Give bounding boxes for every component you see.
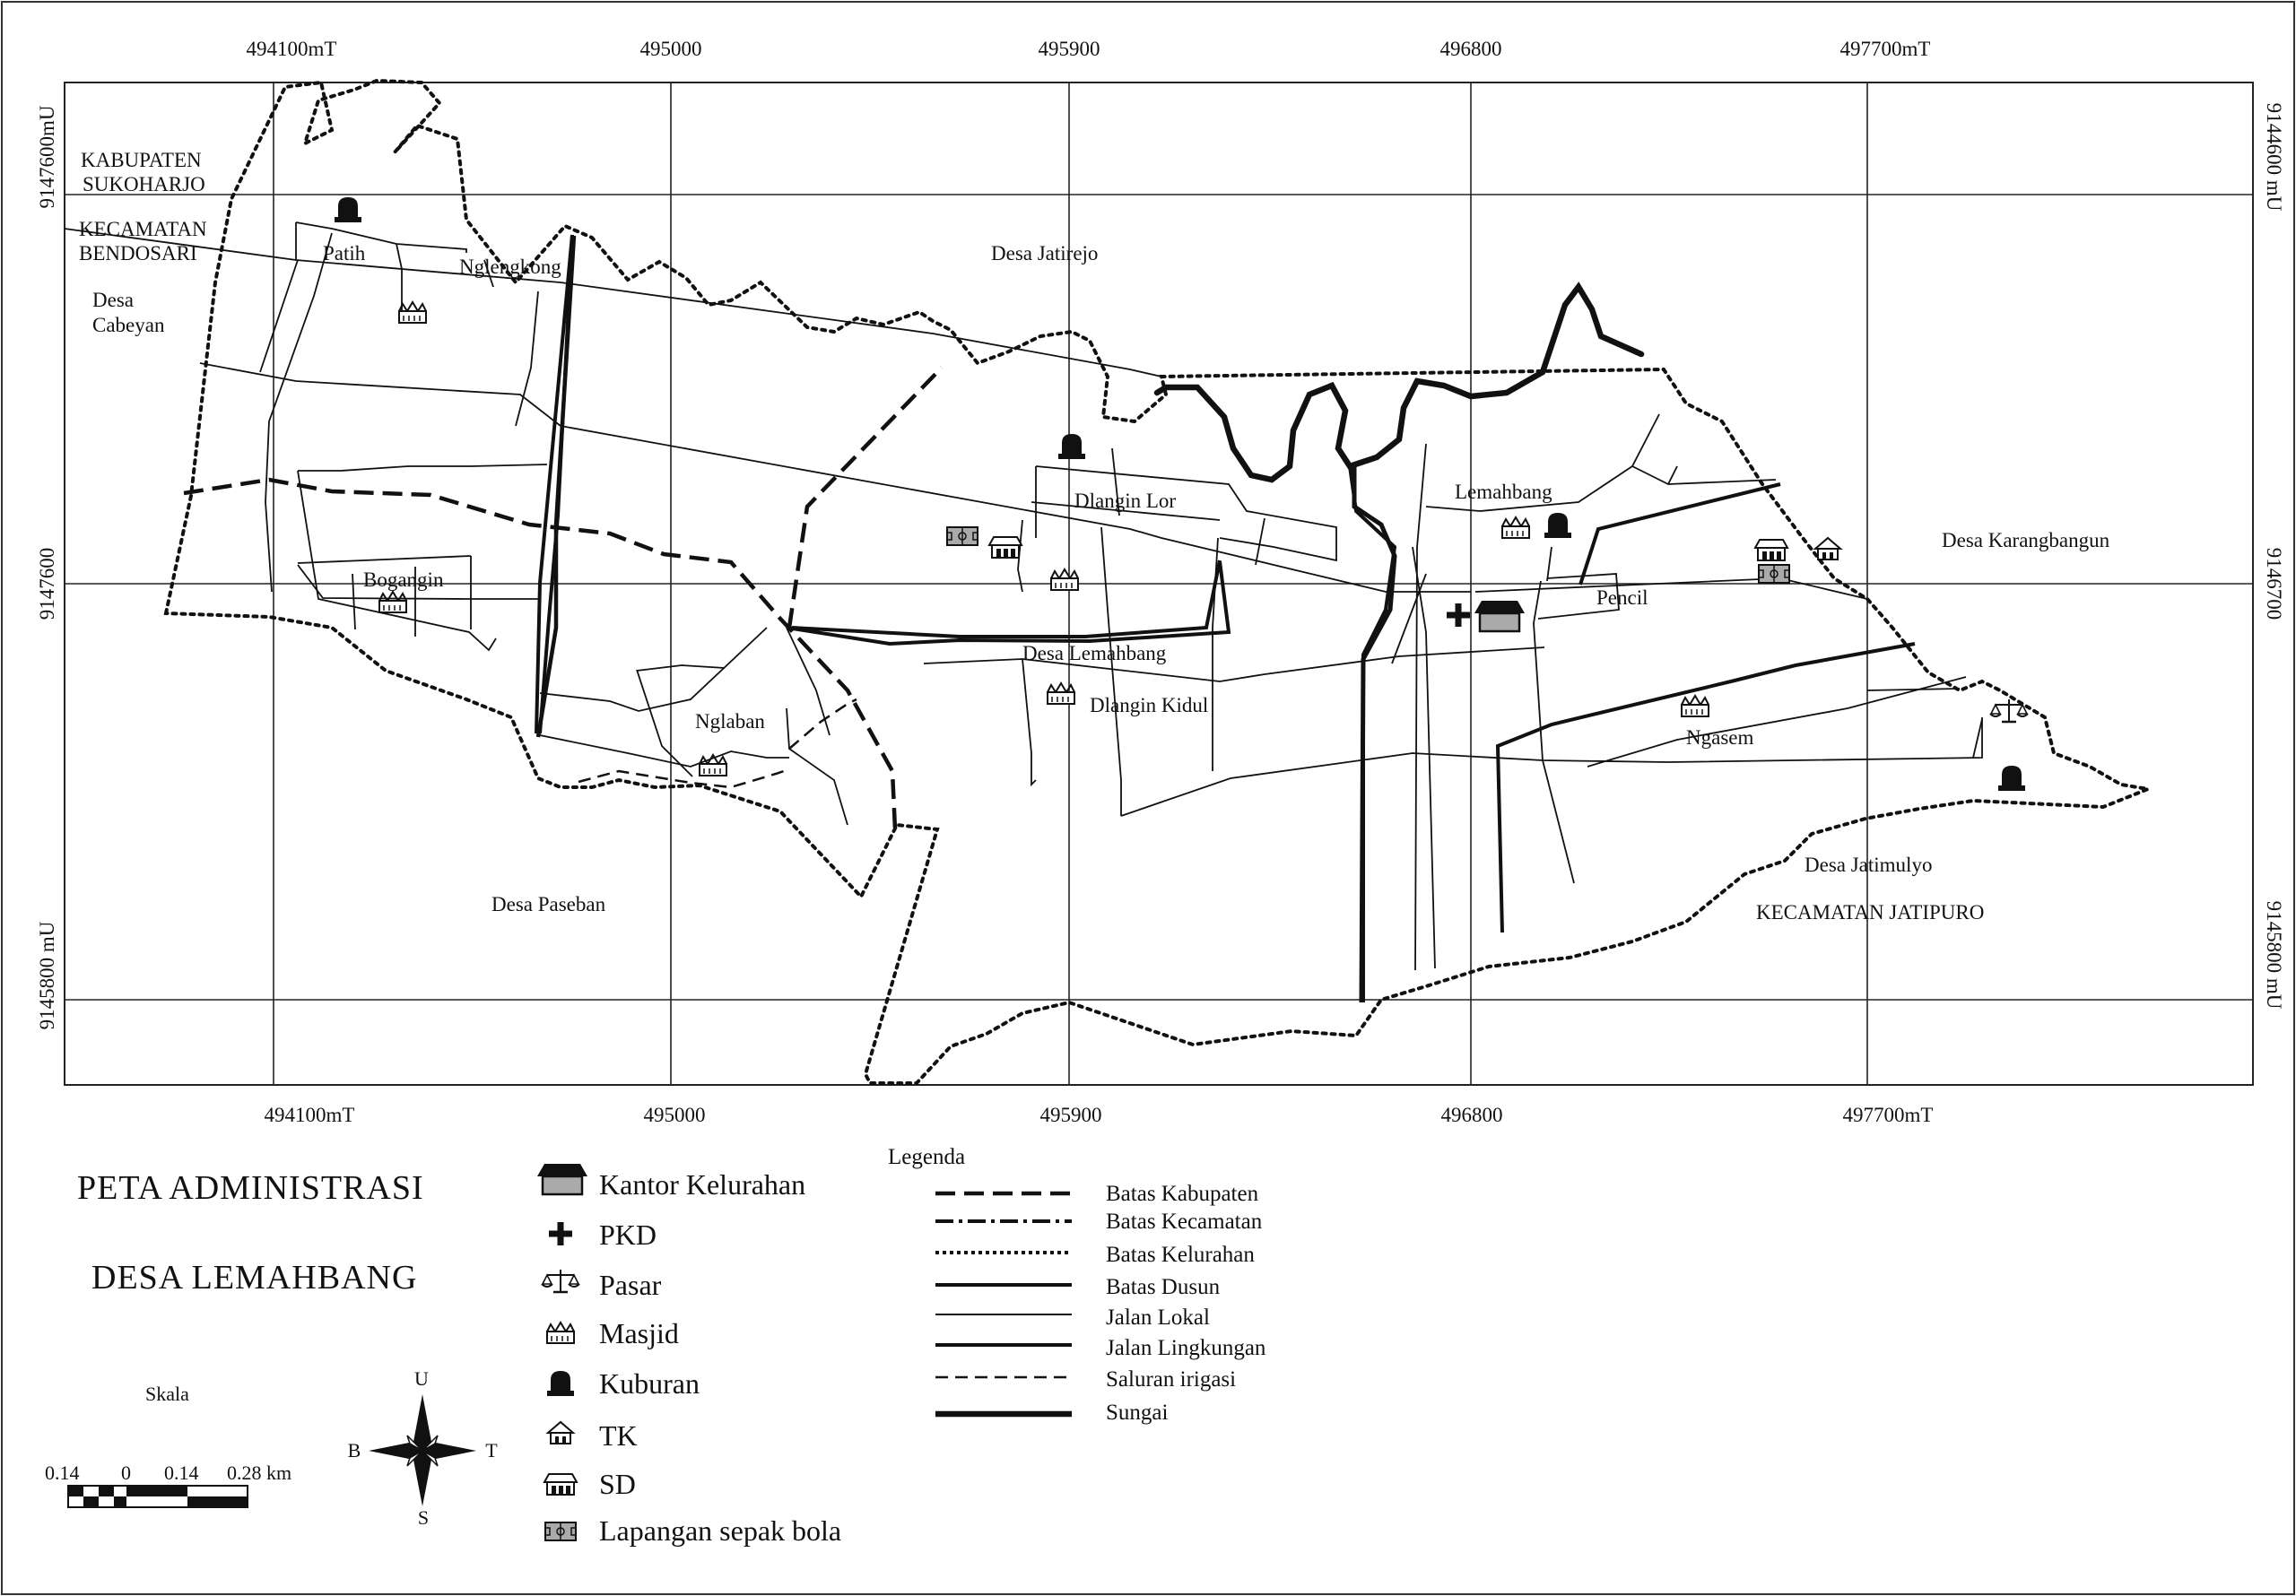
legend-irigasi-label: Saluran irigasi xyxy=(1106,1367,1237,1392)
legend-kuburan-label: Kuburan xyxy=(599,1367,700,1400)
legend-sungai-label: Sungai xyxy=(1106,1401,1169,1425)
masjid-icon xyxy=(1682,696,1709,716)
legend-tk-label: TK xyxy=(599,1419,638,1452)
kuburan-icon xyxy=(1998,766,2025,791)
legend-kelurahan-label: Batas Kelurahan xyxy=(1106,1243,1255,1267)
masjid-icon xyxy=(1051,569,1078,590)
legend-dusun-label: Batas Dusun xyxy=(1106,1275,1221,1299)
legend-tk-icon xyxy=(548,1422,573,1444)
easting-bottom-2: 495000 xyxy=(643,1104,706,1126)
label-kecamatan-2: BENDOSARI xyxy=(79,242,197,265)
easting-top-3: 495900 xyxy=(1038,38,1100,60)
legend-kantor-label: Kantor Kelurahan xyxy=(599,1168,806,1201)
legend-heading: Legenda xyxy=(888,1145,966,1169)
legend-kantor-icon xyxy=(537,1164,587,1194)
legend-pasar-label: Pasar xyxy=(599,1269,662,1301)
label-bogangin: Bogangin xyxy=(363,568,444,591)
easting-bottom-5: 497700mT xyxy=(1842,1104,1934,1126)
masjid-icon xyxy=(1048,683,1074,704)
label-pencil: Pencil xyxy=(1596,586,1648,609)
local-roads xyxy=(65,222,1985,970)
label-dlangin-lor: Dlangin Lor xyxy=(1074,490,1177,512)
easting-bottom-4: 496800 xyxy=(1440,1104,1503,1126)
easting-bottom-3: 495900 xyxy=(1039,1104,1102,1126)
label-paseban: Desa Paseban xyxy=(491,893,606,915)
easting-top-4: 496800 xyxy=(1439,38,1502,60)
lapangan-icon xyxy=(947,527,978,545)
label-kec-jatipuro: KECAMATAN JATIPURO xyxy=(1756,901,1985,924)
map-title-line1: PETA ADMINISTRASI xyxy=(77,1169,424,1207)
lapangan-icon xyxy=(1759,565,1789,583)
label-cabeyan-2: Cabeyan xyxy=(92,314,165,336)
compass-north-label: U xyxy=(414,1367,429,1390)
map-title-line2: DESA LEMAHBANG xyxy=(91,1259,418,1297)
legend-sd-icon xyxy=(544,1474,577,1495)
label-nglaban: Nglaban xyxy=(695,710,765,733)
legend-lapangan-label: Lapangan sepak bola xyxy=(599,1514,842,1547)
sd-icon xyxy=(1755,540,1787,560)
label-patih: Patih xyxy=(323,242,366,265)
kuburan-icon xyxy=(1544,513,1571,538)
kuburan-icon xyxy=(335,197,361,222)
scale-heading: Skala xyxy=(145,1383,189,1405)
river-south xyxy=(1354,466,1395,1002)
northing-left-3: 9145800 mU xyxy=(36,921,58,1030)
scale-tick-3: 0.14 xyxy=(164,1462,199,1484)
label-kabupaten-1: KABUPATEN xyxy=(81,149,202,171)
compass-west-label: B xyxy=(347,1439,361,1462)
masjid-icon xyxy=(379,592,406,612)
easting-top-5: 497700mT xyxy=(1839,38,1931,60)
kuburan-icon xyxy=(1058,434,1085,459)
legend-kuburan-icon xyxy=(547,1371,574,1396)
label-kabupaten-2: SUKOHARJO xyxy=(83,173,205,195)
north-arrow-compass xyxy=(348,1367,499,1529)
river xyxy=(1157,287,1641,480)
easting-top-2: 495000 xyxy=(639,38,702,60)
line-legend xyxy=(888,1145,1266,1425)
masjid-icon xyxy=(1502,517,1529,538)
legend-masjid-icon xyxy=(547,1323,574,1343)
legend-sd-label: SD xyxy=(599,1468,636,1500)
legend-kabupaten-label: Batas Kabupaten xyxy=(1106,1182,1259,1206)
label-desa-lemahbang: Desa Lemahbang xyxy=(1022,642,1167,664)
scale-tick-1: 0.14 xyxy=(45,1462,80,1484)
easting-bottom-1: 494100mT xyxy=(264,1104,355,1126)
northing-right-3: 9145800 mU xyxy=(2263,900,2285,1010)
hamlet-boundaries xyxy=(536,235,1915,1002)
easting-top-1: 494100mT xyxy=(246,38,337,60)
scale-tick-4: 0.28 km xyxy=(227,1462,292,1484)
masjid-icon xyxy=(399,302,426,323)
label-jatirejo: Desa Jatirejo xyxy=(991,242,1099,265)
pkd-cross-icon xyxy=(1447,603,1470,627)
village-boundary xyxy=(166,81,2148,1083)
compass-east-label: T xyxy=(485,1439,498,1462)
legend-lokal-label: Jalan Lokal xyxy=(1106,1305,1210,1330)
legend-pasar-icon xyxy=(542,1270,579,1292)
label-dlangin-kidul: Dlangin Kidul xyxy=(1090,694,1209,716)
label-karangbangun: Desa Karangbangun xyxy=(1942,529,2110,551)
legend-pkd-label: PKD xyxy=(599,1219,657,1251)
northing-right-2: 9146700 xyxy=(2263,547,2285,620)
label-cabeyan-1: Desa xyxy=(92,289,134,311)
symbol-legend xyxy=(537,1164,841,1547)
legend-pkd-icon xyxy=(549,1222,572,1245)
scale-tick-2: 0 xyxy=(121,1462,131,1484)
legend-masjid-label: Masjid xyxy=(599,1317,679,1349)
compass-south-label: S xyxy=(417,1506,430,1529)
legend-kecamatan-label: Batas Kecamatan xyxy=(1106,1210,1263,1234)
label-ngasem: Ngasem xyxy=(1686,726,1754,749)
tk-icon xyxy=(1815,538,1840,559)
west-boundary-lines xyxy=(538,236,574,737)
label-lemahbang-dusun: Lemahbang xyxy=(1455,481,1552,503)
label-jatimulyo: Desa Jatimulyo xyxy=(1805,854,1933,876)
northing-left-2: 9147600 xyxy=(36,547,58,620)
northing-left-1: 9147600mU xyxy=(36,105,58,209)
label-kecamatan-1: KECAMATAN xyxy=(79,218,207,240)
legend-lapangan-icon xyxy=(545,1522,576,1540)
legend-lingkungan-label: Jalan Lingkungan xyxy=(1106,1336,1266,1360)
label-nglengkong: Nglengkong xyxy=(459,256,561,278)
northing-right-1: 9144600 mU xyxy=(2263,102,2285,212)
scale-bar xyxy=(45,1383,291,1507)
sd-icon xyxy=(989,537,1022,558)
kantor-kelurahan-icon xyxy=(1474,601,1525,631)
